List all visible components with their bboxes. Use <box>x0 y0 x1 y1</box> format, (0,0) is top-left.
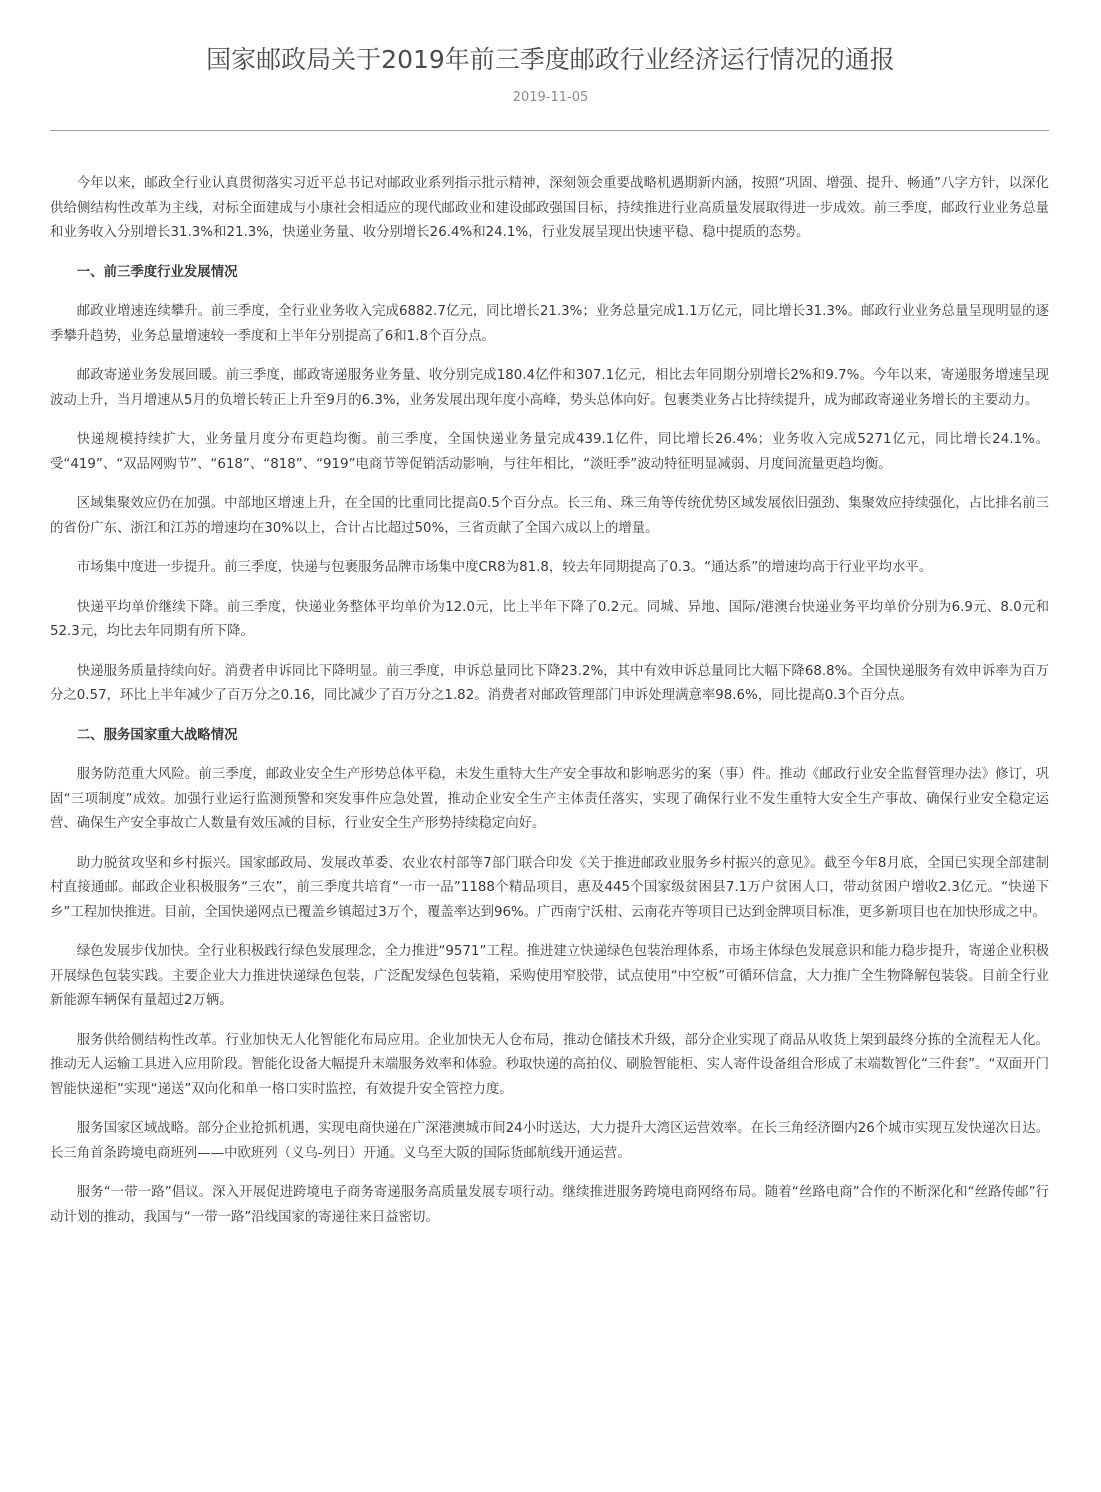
body-paragraph: 绿色发展步伐加快。全行业积极践行绿色发展理念，全力推进“9571”工程。推进建立快递绿色包装治理体系，市场主体绿色发展意识和能力稳步提升，寄递企业积极开展绿色包装实践。主要企业大力推进快递绿色包装，广泛配发绿色包装箱，采购使用窄胶带，试点使用“中空板”可循环信盒，大力推广全生物降解包装袋。目前全行业新能源车辆保有量超过2万辆。 <box>50 944 1049 1008</box>
body-paragraph: 区域集聚效应仍在加强。中部地区增速上升，在全国的比重同比提高0.5个百分点。长三角、珠三角等传统优势区域发展依旧强劲、集聚效应持续强化，占比排名前三的省份广东、浙江和江苏的增速均在30%以上，合计占比超过50%，三省贡献了全国六成以上的增量。 <box>50 496 1049 536</box>
body-paragraph: 助力脱贫攻坚和乡村振兴。国家邮政局、发展改革委、农业农村部等7部门联合印发《关于推进邮政业服务乡村振兴的意见》。截至今年8月底，全国已实现全部建制村直接通邮。邮政企业积极服务“三农”，前三季度共培育“一市一品”1188个精品项目，惠及445个国家级贫困县7.1万户贫困人口，带动贫困户增收2.3亿元。“快递下乡”工程加快推进。目前，全国快递网点已覆盖乡镇超过3万个，覆盖率达到96%。广西南宁沃柑、云南花卉等项目已达到金牌项目标准，更多新项目也在加快形成之中。 <box>50 855 1049 920</box>
body-paragraph: 服务国家区域战略。部分企业抢抓机遇，实现电商快递在广深港澳城市间24小时送达，大力提升大湾区运营效率。在长三角经济圈内26个城市实现互发快递次日达。长三角首条跨境电商班列——中欧班列（义乌-列日）开通。义乌至大阪的国际货邮航线开通运营。 <box>50 1121 1049 1161</box>
body-paragraph: 服务防范重大风险。前三季度，邮政业安全生产形势总体平稳，未发生重特大生产安全事故和影响恶劣的案（事）件。推动《邮政行业安全监督管理办法》修订，巩固“三项制度”成效。加强行业运行监测预警和突发事件应急处置，推动企业安全生产主体责任落实，实现了确保行业不发生重特大安全生产事故、确保行业安全稳定运营、确保生产安全事故亡人数量有效压减的目标，行业安全生产形势持续稳定向好。 <box>50 767 1049 831</box>
body-paragraph: 快递服务质量持续向好。消费者申诉同比下降明显。前三季度，申诉总量同比下降23.2%，其中有效申诉总量同比大幅下降68.8%。全国快递服务有效申诉率为百万分之0.57，环比上半年减少了百万分之0.16，同比减少了百万分之1.82。消费者对邮政管理部门申诉处理满意率98.6%，同比提高0.3个百分点。 <box>50 663 1049 703</box>
body-paragraph: 快递平均单价继续下降。前三季度，快递业务整体平均单价为12.0元，比上半年下降了0.2元。同城、异地、国际/港澳台快递业务平均单价分别为6.9元、8.0元和52.3元，均比去年同期有所下降。 <box>50 599 1049 639</box>
article-title: 国家邮政局关于2019年前三季度邮政行业经济运行情况的通报 <box>206 45 895 74</box>
body-paragraph: 今年以来，邮政全行业认真贯彻落实习近平总书记对邮政业系列指示批示精神，深刻领会重要战略机遇期新内涵，按照“巩固、增强、提升、畅通”八字方针，以深化供给侧结构性改革为主线，对标全面建成与小康社会相适应的现代邮政业和建设邮政强国目标，持续推进行业高质量发展取得进一步成效。前三季度，邮政行业业务总量和业务收入分别增长31.3%和21.3%，快递业务量、收分别增长26.4%和24.1%，行业发展呈现出快速平稳、稳中提质的态势。 <box>50 176 1049 240</box>
title-divider <box>50 130 1049 131</box>
section-heading: 一、前三季度行业发展情况 <box>76 264 238 280</box>
body-paragraph: 快递规模持续扩大，业务量月度分布更趋均衡。前三季度，全国快递业务量完成439.1亿件，同比增长26.4%；业务收入完成5271亿元，同比增长24.1%。受“419”、“双品网购节”、“618”、“818”、“919”电商节等促销活动影响，与往年相比，“淡旺季”波动特征明显减弱、月度间流量更趋均衡。 <box>50 432 1049 472</box>
body-paragraph: 服务供给侧结构性改革。行业加快无人化智能化布局应用。企业加快无人仓布局，推动仓储技术升级，部分企业实现了商品从收货上架到最终分拣的全流程无人化。推动无人运输工具进入应用阶段。智能化设备大幅提升末端服务效率和体验。秒取快递的高拍仪、刷脸智能柜、实人寄件设备组合形成了末端数智化“三件套”。“双面开门智能快递柜”实现“递送”双向化和单一格口实时监控，有效提升安全管控力度。 <box>50 1032 1049 1097</box>
body-paragraph: 市场集中度进一步提升。前三季度，快递与包裹服务品牌市场集中度CR8为81.8，较去年同期提高了0.3。“通达系”的增速均高于行业平均水平。 <box>76 560 933 575</box>
body-paragraph: 邮政寄递业务发展回暖。前三季度，邮政寄递服务业务量、收分别完成180.4亿件和307.1亿元，相比去年同期分别增长2%和9.7%。今年以来，寄递服务增速呈现波动上升，当月增速从5月的负增长转正上升至9月的6.3%，业务发展出现年度小高峰，势头总体向好。包裹类业务占比持续提升，成为邮政寄递业务增长的主要动力。 <box>50 368 1049 408</box>
section-heading: 二、服务国家重大战略情况 <box>76 727 238 743</box>
body-paragraph: 服务“一带一路”倡议。深入开展促进跨境电子商务寄递服务高质量发展专项行动。继续推进服务跨境电商网络布局。随着“丝路电商”合作的不断深化和“丝路传邮”行动计划的推动，我国与“一带一路”沿线国家的寄递往来日益密切。 <box>50 1185 1049 1225</box>
article-body <box>50 172 1049 1245</box>
publish-date: 2019-11-05 <box>512 90 589 105</box>
body-paragraph: 邮政业增速连续攀升。前三季度，全行业业务收入完成6882.7亿元，同比增长21.3%；业务总量完成1.1万亿元，同比增长31.3%。邮政行业业务总量呈现明显的逐季攀升趋势，业务总量增速较一季度和上半年分别提高了6和1.8个百分点。 <box>50 304 1049 344</box>
